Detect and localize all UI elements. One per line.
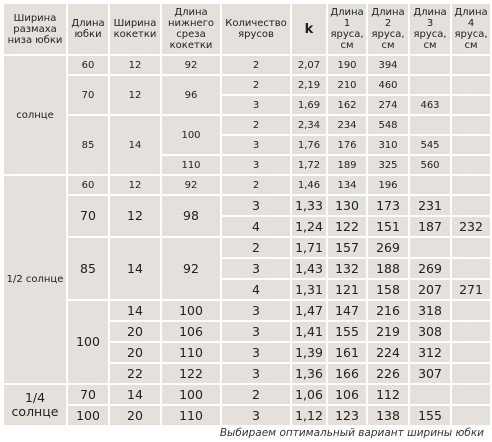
cell-tiers: 3 — [222, 301, 290, 320]
header-tier4: Длина 4 яруса, см — [452, 4, 490, 54]
cell-tiers: 3 — [222, 259, 290, 278]
header-row — [4, 4, 490, 54]
cell-t4 — [452, 406, 490, 425]
cell-tiers: 4 — [222, 280, 290, 299]
cell-tiers: 3 — [222, 322, 290, 341]
cell-k: 1,36 — [292, 364, 326, 383]
cell-t2: 188 — [368, 259, 408, 278]
cell-yoke: 14 — [110, 238, 160, 299]
cell-length: 70 — [68, 385, 108, 404]
cell-yoke: 22 — [110, 364, 160, 383]
cell-k: 1,33 — [292, 196, 326, 215]
cell-k: 2,19 — [292, 76, 326, 94]
cell-t4 — [452, 196, 490, 215]
cell-t3 — [410, 116, 450, 134]
cell-t1: 123 — [328, 406, 366, 425]
cell-t1: 162 — [328, 96, 366, 114]
cell-t1: 234 — [328, 116, 366, 134]
header-tier1: Длина 1 яруса, см — [328, 4, 366, 54]
cell-yoke: 12 — [110, 196, 160, 236]
cell-t2: 158 — [368, 280, 408, 299]
cell-t3 — [410, 76, 450, 94]
cell-tiers: 3 — [222, 156, 290, 174]
group-sun: солнце — [4, 56, 66, 174]
cell-k: 1,31 — [292, 280, 326, 299]
cell-k: 1,24 — [292, 217, 326, 236]
cell-t3: 318 — [410, 301, 450, 320]
cell-length: 100 — [68, 301, 108, 383]
cell-tiers: 2 — [222, 116, 290, 134]
table-row — [4, 385, 490, 404]
cell-yoke-bottom: 96 — [162, 76, 220, 114]
cell-tiers: 3 — [222, 364, 290, 383]
cell-yoke: 20 — [110, 322, 160, 341]
cell-k: 1,69 — [292, 96, 326, 114]
table-row — [4, 176, 490, 194]
cell-t4 — [452, 156, 490, 174]
cell-t2: 394 — [368, 56, 408, 74]
cell-t4 — [452, 176, 490, 194]
cell-t2: 216 — [368, 301, 408, 320]
cell-tiers: 3 — [222, 96, 290, 114]
cell-length: 70 — [68, 196, 108, 236]
cell-yoke-bottom: 98 — [162, 196, 220, 236]
cell-yoke-bottom: 106 — [162, 322, 220, 341]
cell-t4 — [452, 136, 490, 154]
cell-t2: 310 — [368, 136, 408, 154]
cell-t4 — [452, 385, 490, 404]
cell-yoke: 12 — [110, 176, 160, 194]
cell-t2: 151 — [368, 217, 408, 236]
cell-t3: 187 — [410, 217, 450, 236]
cell-yoke: 12 — [110, 76, 160, 114]
cell-t3: 308 — [410, 322, 450, 341]
cell-t3: 463 — [410, 96, 450, 114]
cell-t4 — [452, 116, 490, 134]
cell-k: 1,43 — [292, 259, 326, 278]
cell-t2: 548 — [368, 116, 408, 134]
cell-t2: 196 — [368, 176, 408, 194]
cell-k: 1,06 — [292, 385, 326, 404]
cell-k: 2,07 — [292, 56, 326, 74]
table-row — [4, 76, 490, 94]
cell-t4 — [452, 364, 490, 383]
header-k: k — [292, 4, 326, 54]
table-row — [4, 116, 490, 134]
cell-t2: 226 — [368, 364, 408, 383]
cell-length: 60 — [68, 56, 108, 74]
cell-t1: 130 — [328, 196, 366, 215]
cell-t2: 224 — [368, 343, 408, 362]
header-tier2: Длина 2 яруса, см — [368, 4, 408, 54]
cell-t3: 207 — [410, 280, 450, 299]
cell-t4 — [452, 96, 490, 114]
cell-yoke-bottom: 100 — [162, 385, 220, 404]
cell-k: 1,76 — [292, 136, 326, 154]
group-half-sun: 1/2 солнце — [4, 176, 66, 383]
cell-yoke-bottom: 110 — [162, 156, 220, 174]
cell-t1: 155 — [328, 322, 366, 341]
cell-t3 — [410, 176, 450, 194]
cell-t1: 134 — [328, 176, 366, 194]
cell-k: 1,39 — [292, 343, 326, 362]
cell-t1: 157 — [328, 238, 366, 257]
cell-yoke: 14 — [110, 385, 160, 404]
table-row — [4, 196, 490, 215]
cell-k: 2,34 — [292, 116, 326, 134]
table-caption: Выбираем оптимальный вариант ширины юбки — [219, 427, 484, 439]
cell-t3: 307 — [410, 364, 450, 383]
cell-t3 — [410, 385, 450, 404]
cell-t3: 312 — [410, 343, 450, 362]
cell-t2: 112 — [368, 385, 408, 404]
cell-tiers: 3 — [222, 343, 290, 362]
cell-t3: 155 — [410, 406, 450, 425]
cell-t1: 210 — [328, 76, 366, 94]
cell-t1: 121 — [328, 280, 366, 299]
header-tier3: Длина 3 яруса, см — [410, 4, 450, 54]
cell-t2: 138 — [368, 406, 408, 425]
cell-yoke: 20 — [110, 406, 160, 425]
header-yoke-width: Ширина кокетки — [110, 4, 160, 54]
cell-tiers: 3 — [222, 136, 290, 154]
cell-k: 1,46 — [292, 176, 326, 194]
cell-yoke-bottom: 110 — [162, 343, 220, 362]
cell-t1: 190 — [328, 56, 366, 74]
cell-t3: 269 — [410, 259, 450, 278]
cell-t3: 545 — [410, 136, 450, 154]
header-skirt-length: Длина юбки — [68, 4, 108, 54]
cell-yoke-bottom: 92 — [162, 238, 220, 299]
header-tiers-count: Количество ярусов — [222, 4, 290, 54]
table-row — [4, 56, 490, 74]
cell-t3: 231 — [410, 196, 450, 215]
cell-t1: 106 — [328, 385, 366, 404]
cell-t2: 219 — [368, 322, 408, 341]
cell-yoke-bottom: 122 — [162, 364, 220, 383]
cell-tiers: 2 — [222, 238, 290, 257]
table-row — [4, 406, 490, 425]
cell-tiers: 3 — [222, 406, 290, 425]
cell-tiers: 2 — [222, 76, 290, 94]
cell-length: 85 — [68, 116, 108, 174]
cell-t2: 269 — [368, 238, 408, 257]
cell-t1: 176 — [328, 136, 366, 154]
cell-k: 1,47 — [292, 301, 326, 320]
cell-t2: 325 — [368, 156, 408, 174]
header-yoke-bottom-length: Длина нижнего среза кокетки — [162, 4, 220, 54]
cell-t4: 232 — [452, 217, 490, 236]
cell-t4 — [452, 322, 490, 341]
skirt-tier-table — [2, 2, 492, 427]
cell-tiers: 2 — [222, 176, 290, 194]
cell-t4 — [452, 259, 490, 278]
cell-t1: 166 — [328, 364, 366, 383]
cell-yoke: 12 — [110, 56, 160, 74]
cell-t1: 122 — [328, 217, 366, 236]
cell-yoke-bottom: 92 — [162, 176, 220, 194]
cell-tiers: 2 — [222, 385, 290, 404]
cell-length: 60 — [68, 176, 108, 194]
cell-length: 70 — [68, 76, 108, 114]
cell-t2: 274 — [368, 96, 408, 114]
cell-k: 1,41 — [292, 322, 326, 341]
cell-yoke-bottom: 100 — [162, 116, 220, 154]
table-row — [4, 238, 490, 257]
cell-yoke-bottom: 110 — [162, 406, 220, 425]
cell-t3 — [410, 56, 450, 74]
cell-length: 100 — [68, 406, 108, 425]
group-quarter-sun: 1/4 солнце — [4, 385, 66, 425]
cell-t1: 147 — [328, 301, 366, 320]
cell-yoke-bottom: 92 — [162, 56, 220, 74]
cell-t4 — [452, 56, 490, 74]
cell-t1: 189 — [328, 156, 366, 174]
cell-tiers: 4 — [222, 217, 290, 236]
cell-k: 1,71 — [292, 238, 326, 257]
cell-t2: 173 — [368, 196, 408, 215]
table-row — [4, 301, 490, 320]
cell-yoke: 14 — [110, 116, 160, 174]
cell-t4 — [452, 343, 490, 362]
cell-t4: 271 — [452, 280, 490, 299]
cell-t4 — [452, 301, 490, 320]
cell-k: 1,72 — [292, 156, 326, 174]
cell-t3: 560 — [410, 156, 450, 174]
cell-t2: 460 — [368, 76, 408, 94]
cell-yoke-bottom: 100 — [162, 301, 220, 320]
cell-yoke: 20 — [110, 343, 160, 362]
cell-tiers: 2 — [222, 56, 290, 74]
cell-k: 1,12 — [292, 406, 326, 425]
cell-yoke: 14 — [110, 301, 160, 320]
cell-length: 85 — [68, 238, 108, 299]
cell-t4 — [452, 76, 490, 94]
cell-t3 — [410, 238, 450, 257]
cell-tiers: 3 — [222, 196, 290, 215]
cell-t4 — [452, 238, 490, 257]
header-width-type: Ширина размаха низа юбки — [4, 4, 66, 54]
cell-t1: 161 — [328, 343, 366, 362]
cell-t1: 132 — [328, 259, 366, 278]
